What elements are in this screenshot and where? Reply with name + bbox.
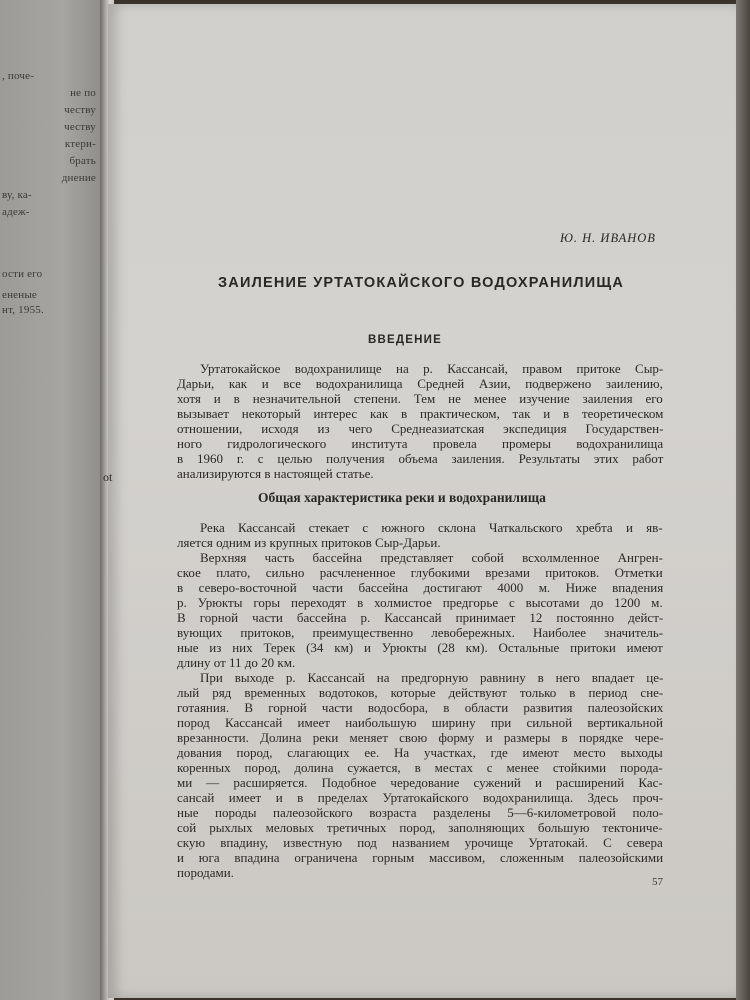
- text-line: ми — расширяется. Подобное чередование сужений и расширений Кас-: [177, 775, 663, 790]
- left-page-fragment: ененые: [2, 289, 38, 301]
- left-page-fragment: адеж-: [2, 206, 30, 218]
- text-line: ные из них Терек (34 км) и Урюкты (28 км). Остальные притоки имеют: [177, 640, 663, 655]
- text-line: Уртатокайское водохранилище на р. Кассансай, правом притоке Сыр-: [200, 361, 664, 376]
- text-line: Река Кассансай стекает с южного склона Чаткальского хребта и яв-: [200, 520, 663, 535]
- text-line: отношении, исходя из чего Среднеазиатская экспедиция Государствен-: [177, 421, 664, 436]
- intro-heading: ВВЕДЕНИЕ: [368, 334, 442, 346]
- text-line: ного гидрологического института провела промеры водохранилища: [177, 436, 664, 451]
- text-line: готаяния. В горной части водосбора, в области развития палеозойских: [177, 700, 664, 715]
- left-page-fragment: не по: [70, 87, 96, 99]
- text-line: ское плато, сильно расчлененное глубокими врезами притоков. Отметки: [177, 565, 663, 580]
- left-page-fragment: ктери-: [64, 138, 96, 150]
- left-page-fragment: честву: [64, 104, 96, 116]
- text-line: в 1960 г. с целью получения объема заиления. Результаты этих работ: [177, 451, 664, 466]
- text-line: р. Урюкты горы переходят в холмистое предгорье с высотами до 1200 м.: [177, 595, 663, 610]
- article-title: ЗАИЛЕНИЕ УРТАТОКАЙСКОГО ВОДОХРАНИЛИЩА: [218, 275, 624, 291]
- text-line: ляется одним из крупных притоков Сыр-Дарьи.: [177, 535, 441, 550]
- text-line: дования пород, слагающих ее. На участках, где имеют место выходы: [177, 745, 663, 760]
- text-line: длину от 11 до 20 км.: [177, 655, 296, 670]
- page-number: 57: [652, 876, 663, 888]
- text-line: При выходе р. Кассансай на предгорную равнину в него впадает це-: [200, 670, 664, 685]
- text-line: пород Кассансай имеет наибольшую ширину при сильной вертикальной: [177, 715, 663, 730]
- left-page-fragment: нт, 1955.: [2, 304, 44, 316]
- text-line: врезанности. Долина реки меняет свою форму и размеры в порядке чере-: [177, 730, 664, 745]
- text-line: в северо-восточной части бассейна достигают 4000 м. Ниже впадения: [177, 580, 664, 595]
- text-line: вызывает некоторый интерес как в практическом, так и в теоретическом: [177, 406, 664, 421]
- text-line: Верхняя часть бассейна представляет собой всхолмленное Ангрен-: [200, 550, 663, 565]
- text-line: коренных пород, долина сужается, в местах с менее стойкими порода-: [177, 760, 663, 775]
- left-page-fragment: , поче-: [2, 70, 35, 82]
- text-line: скую впадину, известную под названием урочище Уртатокай. С севера: [177, 835, 663, 850]
- section-heading: Общая характеристика реки и водохранилища: [258, 490, 546, 505]
- text-line: породами.: [177, 865, 234, 880]
- article-author: Ю. Н. ИВАНОВ: [560, 231, 656, 245]
- page-edge: [736, 0, 750, 1000]
- left-page-fragment: ву, ка-: [2, 189, 32, 201]
- left-page-fragment: ости его: [2, 268, 43, 280]
- text-line: сансай имеет и в пределах Уртатокайского водохранилища. Здесь проч-: [177, 790, 664, 805]
- text-line: хотя и в незначительной степени. Тем не менее изучение заиления его: [177, 391, 663, 406]
- text-line: вующих притоков, преимущественно левобережных. Наиболее значитель-: [177, 625, 664, 640]
- left-page-fragment: брать: [69, 155, 96, 167]
- text-line: лый ряд временных водотоков, которые действуют только в период сне-: [177, 685, 664, 700]
- text-line: и юга впадина ограничена горным массивом, сложенным палеозойскими: [177, 850, 664, 865]
- left-page-fragment: честву: [64, 121, 96, 133]
- margin-marker: ot: [103, 470, 113, 484]
- text-line: сой рыхлых меловых третичных пород, заполняющих большую тектониче-: [177, 820, 663, 835]
- text-line: Дарьи, как и все водохранилища Средней Азии, подвержено заилению,: [177, 376, 663, 391]
- previous-page: [0, 0, 104, 1000]
- text-line: В горной части бассейна р. Кассансай принимает 12 постоянно дейст-: [177, 610, 664, 625]
- text-line: ные породы палеозойского возраста разделены 5—6-километровой поло-: [177, 805, 664, 820]
- text-line: анализируются в настоящей статье.: [177, 466, 374, 481]
- left-page-fragment: днение: [61, 172, 96, 184]
